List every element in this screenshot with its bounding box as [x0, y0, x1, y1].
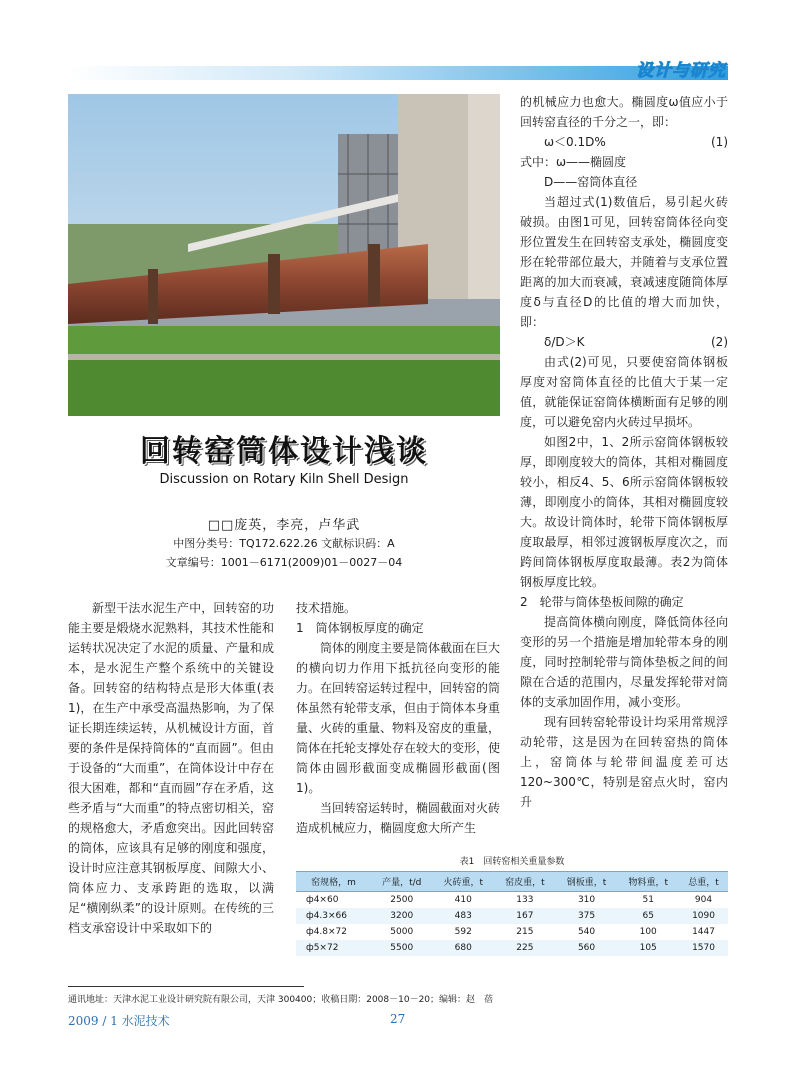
- article-subtitle: Discussion on Rotary Kiln Shell Design: [159, 472, 409, 487]
- section-heading-1: 1 筒体钢板厚度的确定: [296, 621, 424, 635]
- equation-number: (2): [711, 335, 728, 349]
- table-cell: 375: [556, 908, 618, 924]
- table-cell: 1570: [679, 940, 728, 956]
- paragraph: 技术措施。: [296, 601, 357, 615]
- table-cell: ф4×60: [296, 892, 371, 909]
- column-3: [520, 92, 728, 812]
- table-cell: 310: [556, 892, 618, 909]
- table-header-cell: 窑皮重，t: [494, 872, 556, 892]
- table-cell: 410: [432, 892, 494, 909]
- equation-1: [520, 132, 728, 152]
- table-cell: 105: [617, 940, 679, 956]
- table-row: [296, 908, 728, 924]
- table-cell: 167: [494, 908, 556, 924]
- paragraph: 现有回转窑轮带设计均采用常规浮动轮带，这是因为在回转窑热的筒体上，窑筒体与轮带间温度差可达120~300℃，特别是窑点火时，窑内升: [520, 715, 728, 809]
- table-cell: 2500: [371, 892, 432, 909]
- table-cell: 3200: [371, 908, 432, 924]
- table-cell: 1447: [679, 924, 728, 940]
- paragraph: 当超过式(1)数值后，易引起火砖破损。由图1可见，回转窑筒体径向变形位置发生在回转窑支承处，椭圆度变形在轮带部位最大，并随着与支承位置距离的加大而衰减，衰减速度随筒体厚度δ与直径D的比值的增大而加快，即：: [520, 195, 728, 329]
- equation-expression: ω＜0.1D%: [544, 135, 606, 149]
- article-number-line: 文章编号：1001－6171(2009)01－0027－04: [165, 556, 403, 569]
- table-header-cell: 钢板重，t: [556, 872, 618, 892]
- classification-line: 中图分类号：TQ172.622.26 文献标识码：A: [173, 537, 395, 550]
- paragraph: 筒体的刚度主要是筒体截面在巨大的横向切力作用下抵抗径向变形的能力。在回转窑运转过程中，回转窑的筒体虽然有轮带支承，但由于筒体本身重量、火砖的重量、物料及窑皮的重量，筒体在托轮支撑处存在较大的变形，使筒体由圆形截面变成椭圆形截面(图1)。: [296, 641, 501, 795]
- table-row: [296, 940, 728, 956]
- footnote: 通讯地址：天津水泥工业设计研究院有限公司，天津 300400；收稿日期：2008－10－20；编辑：赵 蓓: [68, 995, 494, 1005]
- table-cell: 1090: [679, 908, 728, 924]
- table-cell: 100: [617, 924, 679, 940]
- paragraph: 如图2中，1、2所示窑筒体钢板较厚，即刚度较大的筒体，其相对椭圆度较小，相反4、5、6所示窑筒体钢板较薄，即刚度小的筒体，其相对椭圆度较大。故设计筒体时，轮带下筒体钢板厚度取最厚，相邻过渡钢板厚度次之，而跨间筒体钢板厚度取最薄。表2为筒体钢板厚度比较。: [520, 435, 728, 589]
- page-number: 27: [390, 1012, 406, 1026]
- table-cell: ф4.3×66: [296, 908, 371, 924]
- table-cell: 65: [617, 908, 679, 924]
- table-cell: 215: [494, 924, 556, 940]
- table-cell: ф4.8×72: [296, 924, 371, 940]
- weight-table: [296, 854, 728, 956]
- table-cell: 5000: [371, 924, 432, 940]
- paragraph: 提高筒体横向刚度，降低筒体径向变形的另一个措施是增加轮带本身的刚度，同时控制轮带与筒体垫板之间的间隙在合适的范围内，尽量发挥轮带对筒体的支承加固作用，减小变形。: [520, 615, 728, 709]
- kiln-photo: [68, 94, 500, 416]
- article-title: 回转窑筒体设计浅谈: [140, 434, 428, 469]
- table-cell: 133: [494, 892, 556, 909]
- table-cell: 51: [617, 892, 679, 909]
- footnote-rule: [68, 986, 304, 987]
- equation-number: (1): [711, 135, 728, 149]
- paragraph: 由式(2)可见，只要使窑筒体钢板厚度对窑筒体直径的比值大于某一定值，就能保证窑筒体横断面有足够的刚度，可以避免窑内火砖过早损坏。: [520, 355, 728, 429]
- table-cell: ф5×72: [296, 940, 371, 956]
- section-heading-2: 2 轮带与筒体垫板间隙的确定: [520, 595, 684, 609]
- table-cell: 904: [679, 892, 728, 909]
- table-cell: 540: [556, 924, 618, 940]
- equation-expression: δ/D＞K: [544, 335, 585, 349]
- paragraph: 新型干法水泥生产中，回转窑的功能主要是煅烧水泥熟料，其技术性能和运转状况决定了水泥的质量、产量和成本，是水泥生产整个系统中的关键设备。回转窑的结构特点是形大体重(表1)，在生产中承受高温热影响，为了保证长期连续运转，从机械设计方面，首要的条件是保持筒体的“直而圆”。但由于设备的“大而重”，在筒体设计中存在很大困难，都和“直而圆”存在矛盾，这些矛盾与“大而重”的特点密切相关，窑的规格愈大，矛盾愈突出。因此回转窑的筒体，应该具有足够的刚度和强度，设计时应注意其钢板厚度、间隙大小、筒体应力、支承跨距的选取，以满足“横刚纵柔”的设计原则。在传统的三档支承窑设计中采取如下的: [68, 601, 274, 935]
- table-header-cell: 物料重，t: [617, 872, 679, 892]
- section-header: 设计与研究: [636, 61, 726, 81]
- table-cell: 560: [556, 940, 618, 956]
- equation-2: [520, 332, 728, 352]
- definition-line: D——窑筒体直径: [544, 175, 638, 189]
- table-header-cell: 窑规格，m: [296, 872, 371, 892]
- paragraph: 的机械应力也愈大。椭圆度ω值应小于回转窑直径的千分之一，即：: [520, 95, 728, 129]
- table-cell: 483: [432, 908, 494, 924]
- table-cell: 225: [494, 940, 556, 956]
- table-cell: 592: [432, 924, 494, 940]
- journal-issue: 2009 / 1 水泥技术: [68, 1014, 170, 1028]
- table-header-row: [296, 872, 728, 892]
- definition-line: 式中：ω——椭圆度: [520, 155, 627, 169]
- article-authors: □□庞英，李亮，卢华武: [207, 518, 361, 533]
- table-cell: 5500: [371, 940, 432, 956]
- paragraph: 当回转窑运转时，椭圆截面对火砖造成机械应力，椭圆度愈大所产生: [296, 801, 501, 835]
- page-footer: [68, 1012, 468, 1029]
- table-caption: 表1 回转窑相关重量参数: [459, 857, 565, 867]
- table-cell: 680: [432, 940, 494, 956]
- table-header-cell: 总重，t: [679, 872, 728, 892]
- table-row: [296, 924, 728, 940]
- table-row: [296, 892, 728, 909]
- table-header-cell: 产量，t/d: [371, 872, 432, 892]
- column-2: [296, 598, 500, 838]
- column-1: [68, 598, 274, 938]
- table-header-cell: 火砖重，t: [432, 872, 494, 892]
- header-gradient-bar: [68, 66, 728, 80]
